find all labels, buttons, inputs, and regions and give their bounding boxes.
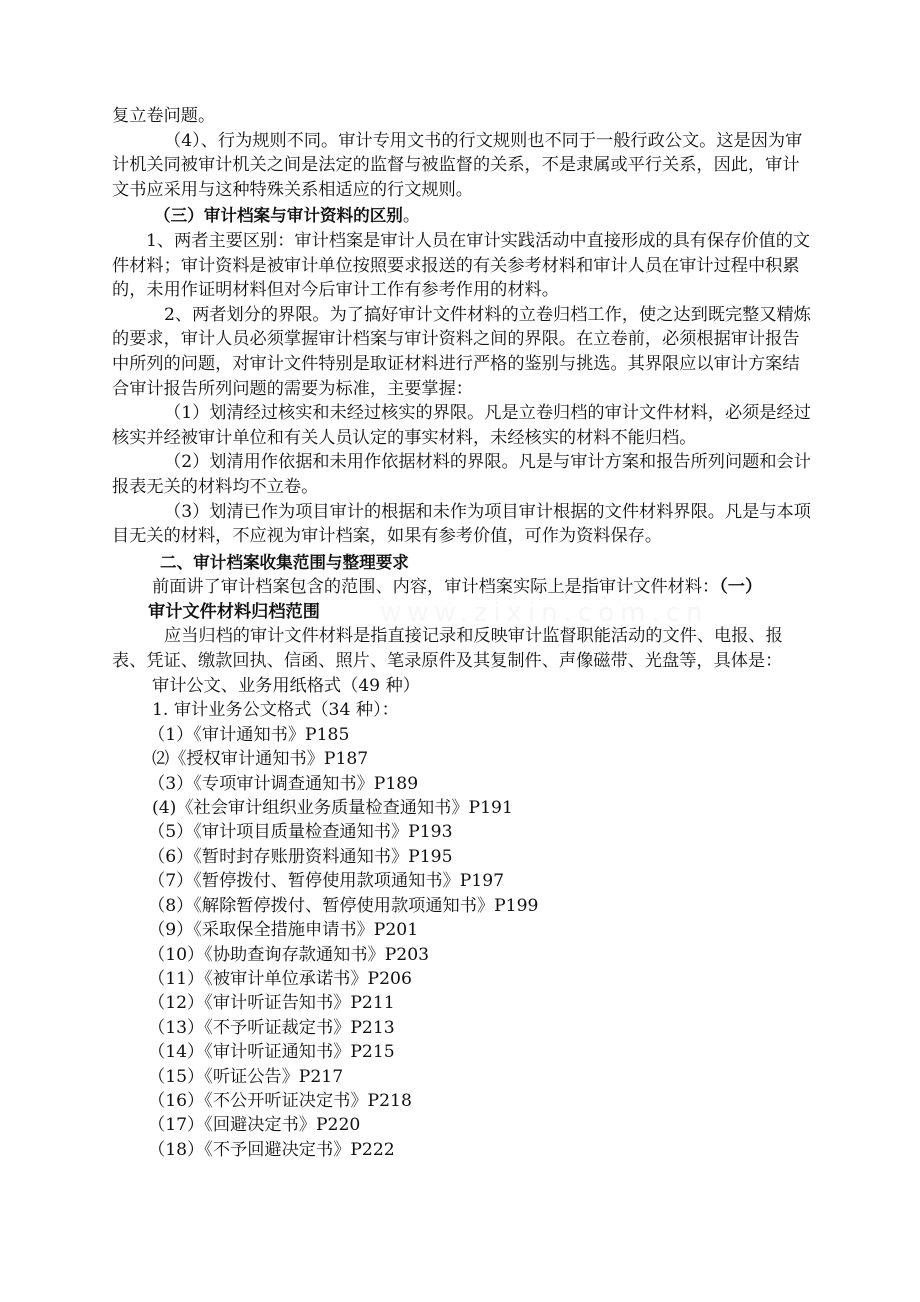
list-item: （14）《审计听证通知书》P215 [148,1042,395,1063]
list-item: (4)《社会审计组织业务质量检查通知书》P191 [152,798,513,819]
list-item: ⑵《授权审计通知书》P187 [152,749,369,770]
list-item: （12）《审计听证告知书》P211 [148,993,395,1014]
subsection-heading [112,600,812,625]
paragraph-business-forms: 1. 审计业务公文格式（34 种）： [152,700,399,721]
paragraph-intro-text: 前面讲了审计档案包含的范围、内容，审计档案实际上是指审计文件材料： [152,577,720,598]
paragraph-intro-bold: （一） [719,577,763,598]
section-heading-three [112,204,812,229]
list-item: （17）《回避决定书》P220 [148,1115,361,1136]
section-heading-two [112,551,812,576]
list-item: （3）《专项审计调查通知书》P189 [148,773,419,794]
paragraph-forms-count: 审计公文、业务用纸格式（49 种） [152,675,420,696]
list-item: （8）《解除暂停拨付、暂停使用款项通知书》P199 [148,895,539,916]
list-item: （5）《审计项目质量检查通知书》P193 [148,822,453,843]
section-heading-three-text: （三）审计档案与审计资料的区别 [154,206,403,226]
paragraph-difference-2: 2、两者划分的界限。为了搞好审计文件材料的立卷归档工作，使之达到既完整又精炼的要求，审计人员必须掌握审计档案与审计资料之间的界限。在立卷前，必须根据审计报告中所列的问题，对审计文件特别是取证材料进行严格的鉴别与挑选。其界限应以审计方案结合审计报告所列问题的需要为标准，主要掌握： [112,304,811,399]
paragraph-archive-scope: 应当归档的审计文件材料是指直接记录和反映审计监督职能活动的文件、电报、报表、凭证、缴款回执、信函、照片、笔录原件及其复制件、声像磁带、光盘等，具体是： [112,626,783,672]
paragraph-rule-4: （4）、行为规则不同。审计专用文书的行文规则也不同于一般行政公文。这是因为审计机关同被审计机关之间是法定的监督与被监督的关系，不是隶属或平行关系，因此，审计文书应采用与这种特殊关系相适应的行文规则。 [112,130,803,200]
list-item: （1）《审计通知书》P185 [148,724,350,745]
list-item: （13）《不予听证裁定书》P213 [148,1017,395,1038]
list-item: （16）《不公开听证决定书》P218 [148,1090,412,1111]
subsection-heading-text: 审计文件材料归档范围 [148,601,320,622]
paragraph-boundary-1: （1）划清经过核实和未经过核实的界限。凡是立卷归档的审计文件材料，必须是经过核实并经被审计单位和有关人员认定的事实材料，未经核实的材料不能归档。 [112,403,811,448]
list-item: （10）《协助查询存款通知书》P203 [148,944,430,965]
paragraph-continuation: 复立卷问题。 [112,106,216,126]
list-item: （7）《暂停拨付、暂停使用款项通知书》P197 [148,871,505,892]
list-item: （6）《暂时封存账册资料通知书》P195 [148,846,453,867]
paragraph-boundary-3: （3）划清已作为项目审计的根据和未作为项目审计根据的文件材料界限。凡是与本项目无关的材料，不应视为审计档案，如果有参考价值，可作为资料保存。 [112,501,811,547]
form-list [112,723,812,1162]
paragraph-intro [112,575,812,600]
list-item: （11）《被审计单位承诺书》P206 [148,968,412,989]
watermark: www.zixin.com.cn [380,598,709,628]
paragraph-boundary-2: （2）划清用作依据和未用作依据材料的界限。凡是与审计方案和报告所列问题和会计报表无关的材料均不立卷。 [112,452,811,497]
paragraph-difference-1: 1、两者主要区别：审计档案是审计人员在审计实践活动中直接形成的具有保存价值的文件材料；审计资料是被审计单位按照要求报送的有关参考材料和审计人员在审计过程中积累的，未用作证明材料但对今后审计工作有参考作用的材料。 [112,230,811,301]
list-item: （15）《听证公告》P217 [148,1066,344,1087]
document-page [112,104,812,1162]
list-item: （9）《采取保全措施申请书》P201 [148,920,419,941]
section-heading-two-text: 二、审计档案收集范围与整理要求 [160,552,409,572]
section-heading-three-tail: 。 [402,206,421,227]
list-item: （18）《不予回避决定书》P222 [148,1139,395,1160]
